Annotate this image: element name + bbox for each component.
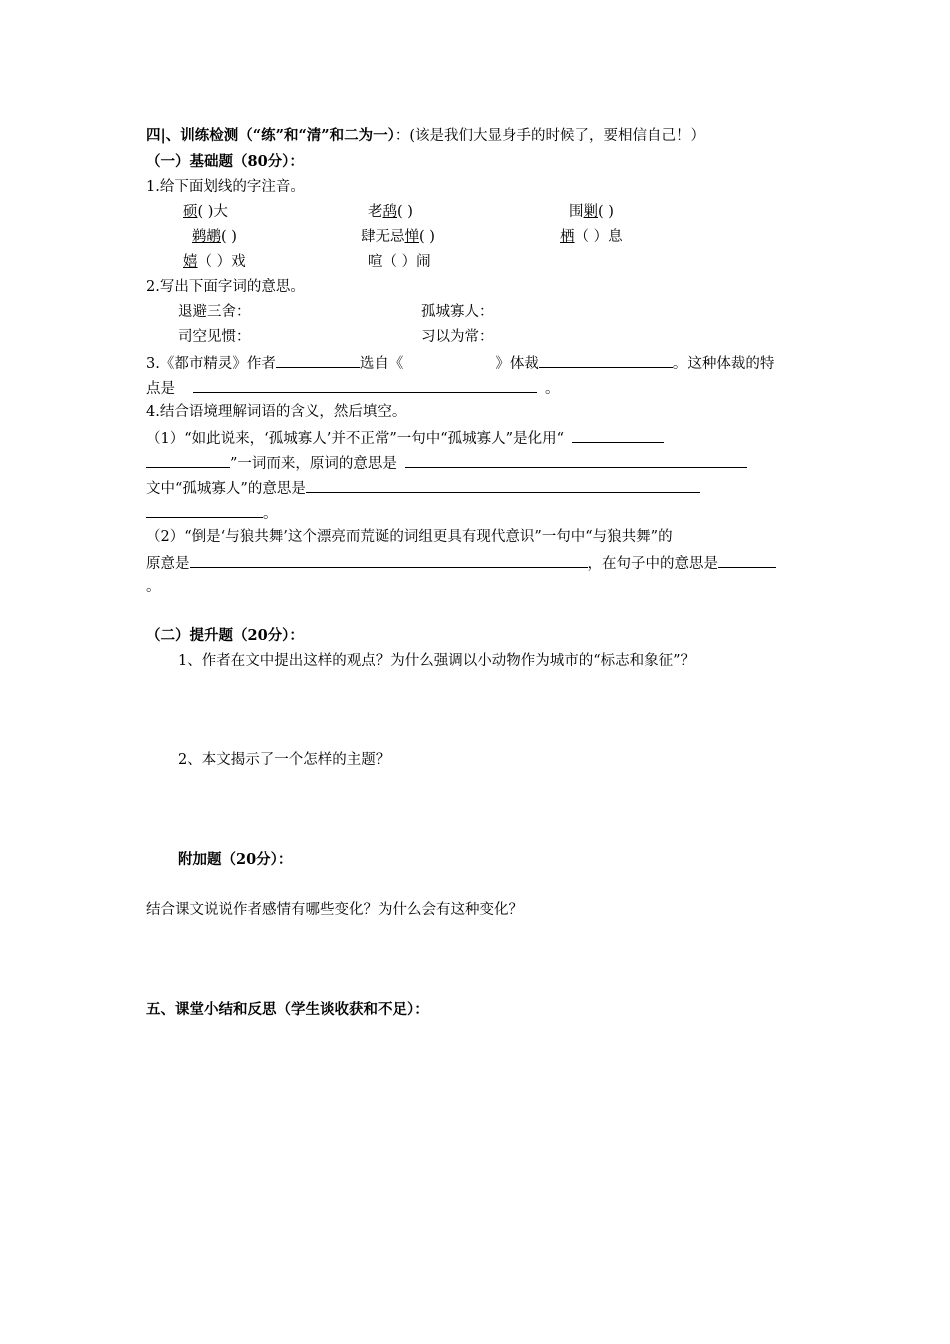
q1-prompt: 1.给下面划线的字注音。: [146, 179, 305, 195]
word-item: 习以为常：: [421, 329, 494, 345]
pinyin-item: 老鸹( ): [368, 204, 413, 220]
section4-title: 四|、训练检测（“练”和“清”和二为一）: [146, 127, 395, 144]
answer-blank[interactable]: [718, 552, 776, 568]
advanced-question: 1、作者在文中提出这样的观点？为什么强调以小动物作为城市的“标志和象征”？: [178, 653, 696, 669]
q4-p2-line1: （2）“倒是‘与狼共舞’这个漂亮而荒诞的词组更具有现代意识”一句中“与狼共舞”的: [146, 529, 673, 545]
pinyin-item: 栖（ ）息: [560, 229, 623, 245]
q4-p1-line1: （1）“如此说来，‘孤城寡人’并不正常”一句中“孤城寡人”是化用“: [146, 427, 664, 449]
answer-blank[interactable]: [190, 552, 588, 568]
q3-line2: 点是 。: [146, 377, 560, 399]
pinyin-item: 肆无忌惮( ): [361, 229, 435, 245]
answer-blank[interactable]: [539, 352, 673, 368]
q4-prompt: 4.结合语境理解词语的含义，然后填空。: [146, 404, 407, 420]
section4-note: ：(该是我们大显身手的时候了，要相信自己！）: [394, 128, 706, 144]
pinyin-item: 喧（ ）闹: [368, 254, 431, 270]
section5-title: 五、课堂小结和反思（学生谈收获和不足）：: [146, 1001, 429, 1018]
extra-question: 结合课文说说作者感情有哪些变化？为什么会有这种变化？: [146, 902, 523, 918]
q4-p2-line3: 。: [146, 579, 161, 595]
answer-blank[interactable]: [572, 427, 664, 443]
answer-blank[interactable]: [146, 452, 230, 468]
q4-p1-line3: 文中“孤城寡人”的意思是: [146, 477, 700, 499]
answer-blank[interactable]: [405, 452, 747, 468]
answer-blank[interactable]: [193, 377, 537, 393]
answer-blank[interactable]: [276, 352, 360, 368]
word-item: 孤城寡人：: [421, 304, 494, 320]
pinyin-item: 鹈鹕( ): [192, 229, 237, 245]
pinyin-item: 硕( )大: [183, 204, 228, 220]
q4-p1-line2: ”一词而来，原词的意思是: [146, 452, 747, 474]
pinyin-item: 围剿( ): [569, 204, 614, 220]
q4-p1-line4: 。: [146, 502, 278, 524]
section4-heading: [146, 126, 705, 146]
answer-blank[interactable]: [306, 477, 700, 493]
advanced-question: 2、本文揭示了一个怎样的主题？: [178, 752, 391, 768]
advanced-title: （二）提升题（20分）：: [146, 627, 304, 644]
answer-blank[interactable]: [146, 502, 263, 518]
q4-p2-line2: 原意是 ，在句子中的意思是: [146, 552, 776, 574]
extra-title: 附加题（20分）：: [178, 851, 293, 868]
word-item: 退避三舍：: [178, 304, 251, 320]
word-item: 司空见惯：: [178, 329, 251, 345]
q2-prompt: 2.写出下面字词的意思。: [146, 279, 305, 295]
q3-line1: 3.《都市精灵》作者 选自《 》体裁 。这种体裁的特: [146, 352, 774, 374]
pinyin-item: 嬉（ ）戏: [183, 254, 246, 270]
basic-title: （一）基础题（80分）：: [146, 153, 304, 170]
